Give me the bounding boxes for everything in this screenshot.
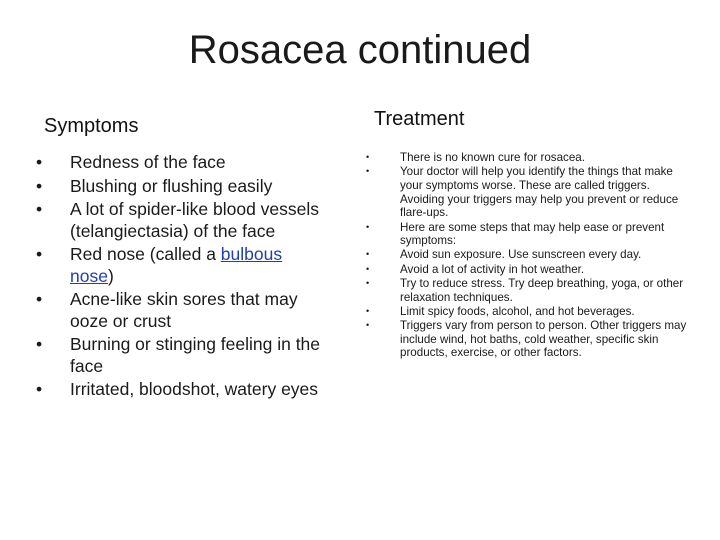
symptom-item (36, 176, 326, 198)
bullet-icon: • (366, 263, 370, 274)
symptom-text-before: Red nose (called a (70, 244, 221, 264)
bullet-icon: • (366, 166, 370, 177)
treatment-text: Try to reduce stress. Try deep breathing, yoga, or other relaxation techniques. (400, 276, 684, 304)
treatment-item (366, 263, 690, 277)
symptom-text: Burning or stinging feeling in the face (70, 334, 321, 376)
symptom-text: A lot of spider-like blood vessels (telangiectasia) of the face (70, 199, 320, 241)
symptom-item (36, 152, 326, 174)
symptom-item-red-nose (36, 244, 326, 287)
symptom-item (36, 379, 326, 401)
bullet-icon: • (36, 244, 43, 264)
bullet-icon: • (36, 289, 43, 309)
bullet-icon: • (36, 379, 43, 399)
treatment-item (366, 319, 690, 360)
treatment-text: Avoid a lot of activity in hot weather. (400, 262, 585, 276)
treatment-item (366, 305, 690, 319)
symptom-item (36, 289, 326, 332)
symptom-text: Redness of the face (70, 152, 226, 172)
symptom-text: Acne-like skin sores that may ooze or crust (70, 289, 298, 331)
treatment-text: There is no known cure for rosacea. (400, 151, 585, 164)
slide-title: Rosacea continued (188, 28, 532, 72)
bullet-icon: • (366, 249, 370, 260)
treatment-text: Limit spicy foods, alcohol, and hot beverages. (400, 304, 635, 318)
bullet-icon: • (36, 175, 43, 196)
treatment-item (366, 221, 690, 248)
symptom-item (36, 199, 326, 242)
treatment-text: Here are some steps that may help ease or prevent symptoms: (400, 220, 665, 248)
symptoms-heading: Symptoms (44, 115, 139, 137)
bullet-icon: • (36, 334, 43, 354)
bullet-icon: • (36, 152, 43, 172)
symptom-item (36, 334, 326, 377)
symptom-text-after: ) (107, 265, 114, 286)
treatment-text: Triggers vary from person to person. Other triggers may include wind, hot baths, cold weather, specific skin products, exercise, or other factors. (400, 318, 687, 360)
treatment-item (366, 151, 690, 165)
treatment-text: Your doctor will help you identify the things that make your symptoms worse. These are called triggers. Avoiding your triggers may help you prevent or reduce flare-ups. (400, 165, 679, 220)
treatment-list (366, 151, 690, 361)
treatment-item (366, 165, 690, 220)
bullet-icon: • (366, 221, 370, 232)
bullet-icon: • (366, 319, 370, 330)
bullet-icon: • (366, 277, 370, 288)
treatment-heading: Treatment (374, 108, 465, 130)
treatment-item (366, 248, 690, 262)
symptom-text: Irritated, bloodshot, watery eyes (70, 379, 319, 399)
treatment-item (366, 277, 690, 304)
treatment-text: Avoid sun exposure. Use sunscreen every day. (400, 248, 642, 262)
symptoms-list (36, 152, 326, 403)
bullet-icon: • (366, 152, 370, 162)
bullet-icon: • (36, 199, 43, 219)
bulbous-nose-link[interactable]: bulbous nose (70, 244, 283, 286)
bullet-icon: • (366, 305, 370, 316)
symptom-text: Blushing or flushing easily (70, 175, 273, 196)
